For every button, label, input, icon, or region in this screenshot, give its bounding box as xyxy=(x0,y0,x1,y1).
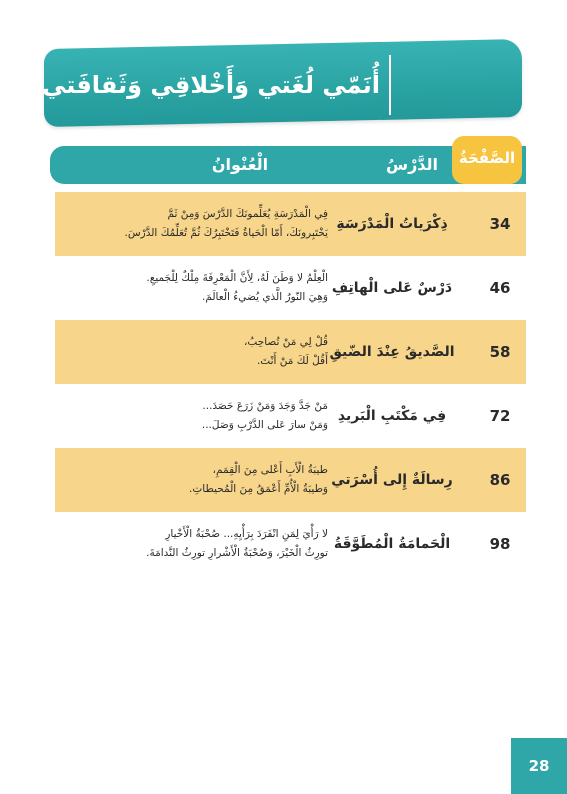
row-lesson-name: فِي مَكْتَبِ الْبَريدِ xyxy=(337,408,447,424)
row-quote xyxy=(70,448,328,512)
quote-line-2: تورِثُ الْخَيْرَ، وَصُحْبَةُ الْأَشْرارِ تورِثُ النَّدامَةَ. xyxy=(146,547,328,559)
page-title: أُنَمّي لُغَتي وَأَخْلاقِي وَثَقافَتي xyxy=(42,71,380,99)
quote-line-2: وَهِيَ النّورُ الَّذي يُضيءُ الْعالَمَ. xyxy=(202,291,328,303)
row-page-number: 46 xyxy=(489,279,511,297)
row-lesson-name: دَرْسٌ عَلى الْهاتِفِ xyxy=(331,280,453,296)
row-lesson-name: رِسالَةٌ إِلى أُسْرَتي xyxy=(331,472,453,488)
page-column-header: الصَّفْحَةُ xyxy=(452,136,522,184)
quote-line-2: وَطيبَةُ الْأُمِّ أَعْمَقُ مِنَ الْمُحيطاتِ. xyxy=(189,483,328,495)
quote-line-1: قُلْ لِي مَنْ تُصاحِبُ، xyxy=(244,336,328,348)
table-row xyxy=(55,448,526,512)
banner-divider xyxy=(389,55,391,115)
table-row xyxy=(55,256,526,320)
row-page-number: 34 xyxy=(489,215,511,233)
quote-line-2: يَخْتَبِرونَكَ، أَمّا الْحَياةُ فَتَخْتَبِرُكَ ثُمَّ تُعَلِّمُكَ الدَّرْسَ. xyxy=(124,227,328,239)
quote-line-2: أَقُلْ لَكَ مَنْ أَنْتَ. xyxy=(256,355,328,367)
row-lesson-name: الصَّديقُ عِنْدَ الضّيقِ xyxy=(329,344,455,360)
row-quote xyxy=(70,320,328,384)
table-row xyxy=(55,384,526,448)
lesson-column-header: الدَّرْسُ xyxy=(385,155,439,174)
quote-line-2: وَمَنْ سارَ عَلى الدَّرْبِ وَصَلَ... xyxy=(201,419,328,431)
row-quote xyxy=(70,256,328,320)
title-column-header: الْعُنْوانُ xyxy=(211,155,269,174)
table-row xyxy=(55,512,526,576)
row-lesson-name: الْحَمامَةُ الْمُطَوَّقَةُ xyxy=(333,536,451,552)
row-page-number: 86 xyxy=(489,471,511,489)
row-quote xyxy=(70,192,328,256)
row-lesson-name: ذِكْرَياتُ الْمَدْرَسَةِ xyxy=(336,216,448,232)
table-row xyxy=(55,320,526,384)
quote-line-1: لا رَأْيَ لِمَنِ انْفَرَدَ بِرَأْيِهِ... صُحْبَةُ الْأَخْيارِ xyxy=(165,528,328,540)
row-page-number: 58 xyxy=(489,343,511,361)
table-row xyxy=(55,192,526,256)
row-page-number: 72 xyxy=(489,407,511,425)
row-page-number: 98 xyxy=(489,535,511,553)
quote-line-1: الْعِلْمُ لا وَطَنَ لَهُ، لِأَنَّ الْمَعْرِفَةَ مِلْكٌ لِلْجَميعِ. xyxy=(146,272,328,284)
page-number: 28 xyxy=(511,738,567,794)
quote-line-1: طيبَةُ الْأَبِ أَعْلى مِنَ الْقِمَمِ، xyxy=(212,464,328,476)
quote-line-1: فِي الْمَدْرَسَةِ يُعَلِّمونَكَ الدَّرْسَ وَمِنْ ثَمَّ xyxy=(167,208,328,220)
row-quote xyxy=(70,512,328,576)
row-quote xyxy=(70,384,328,448)
quote-line-1: مَنْ جَدَّ وَجَدَ وَمَنْ زَرَعَ حَصَدَ... xyxy=(202,400,328,412)
